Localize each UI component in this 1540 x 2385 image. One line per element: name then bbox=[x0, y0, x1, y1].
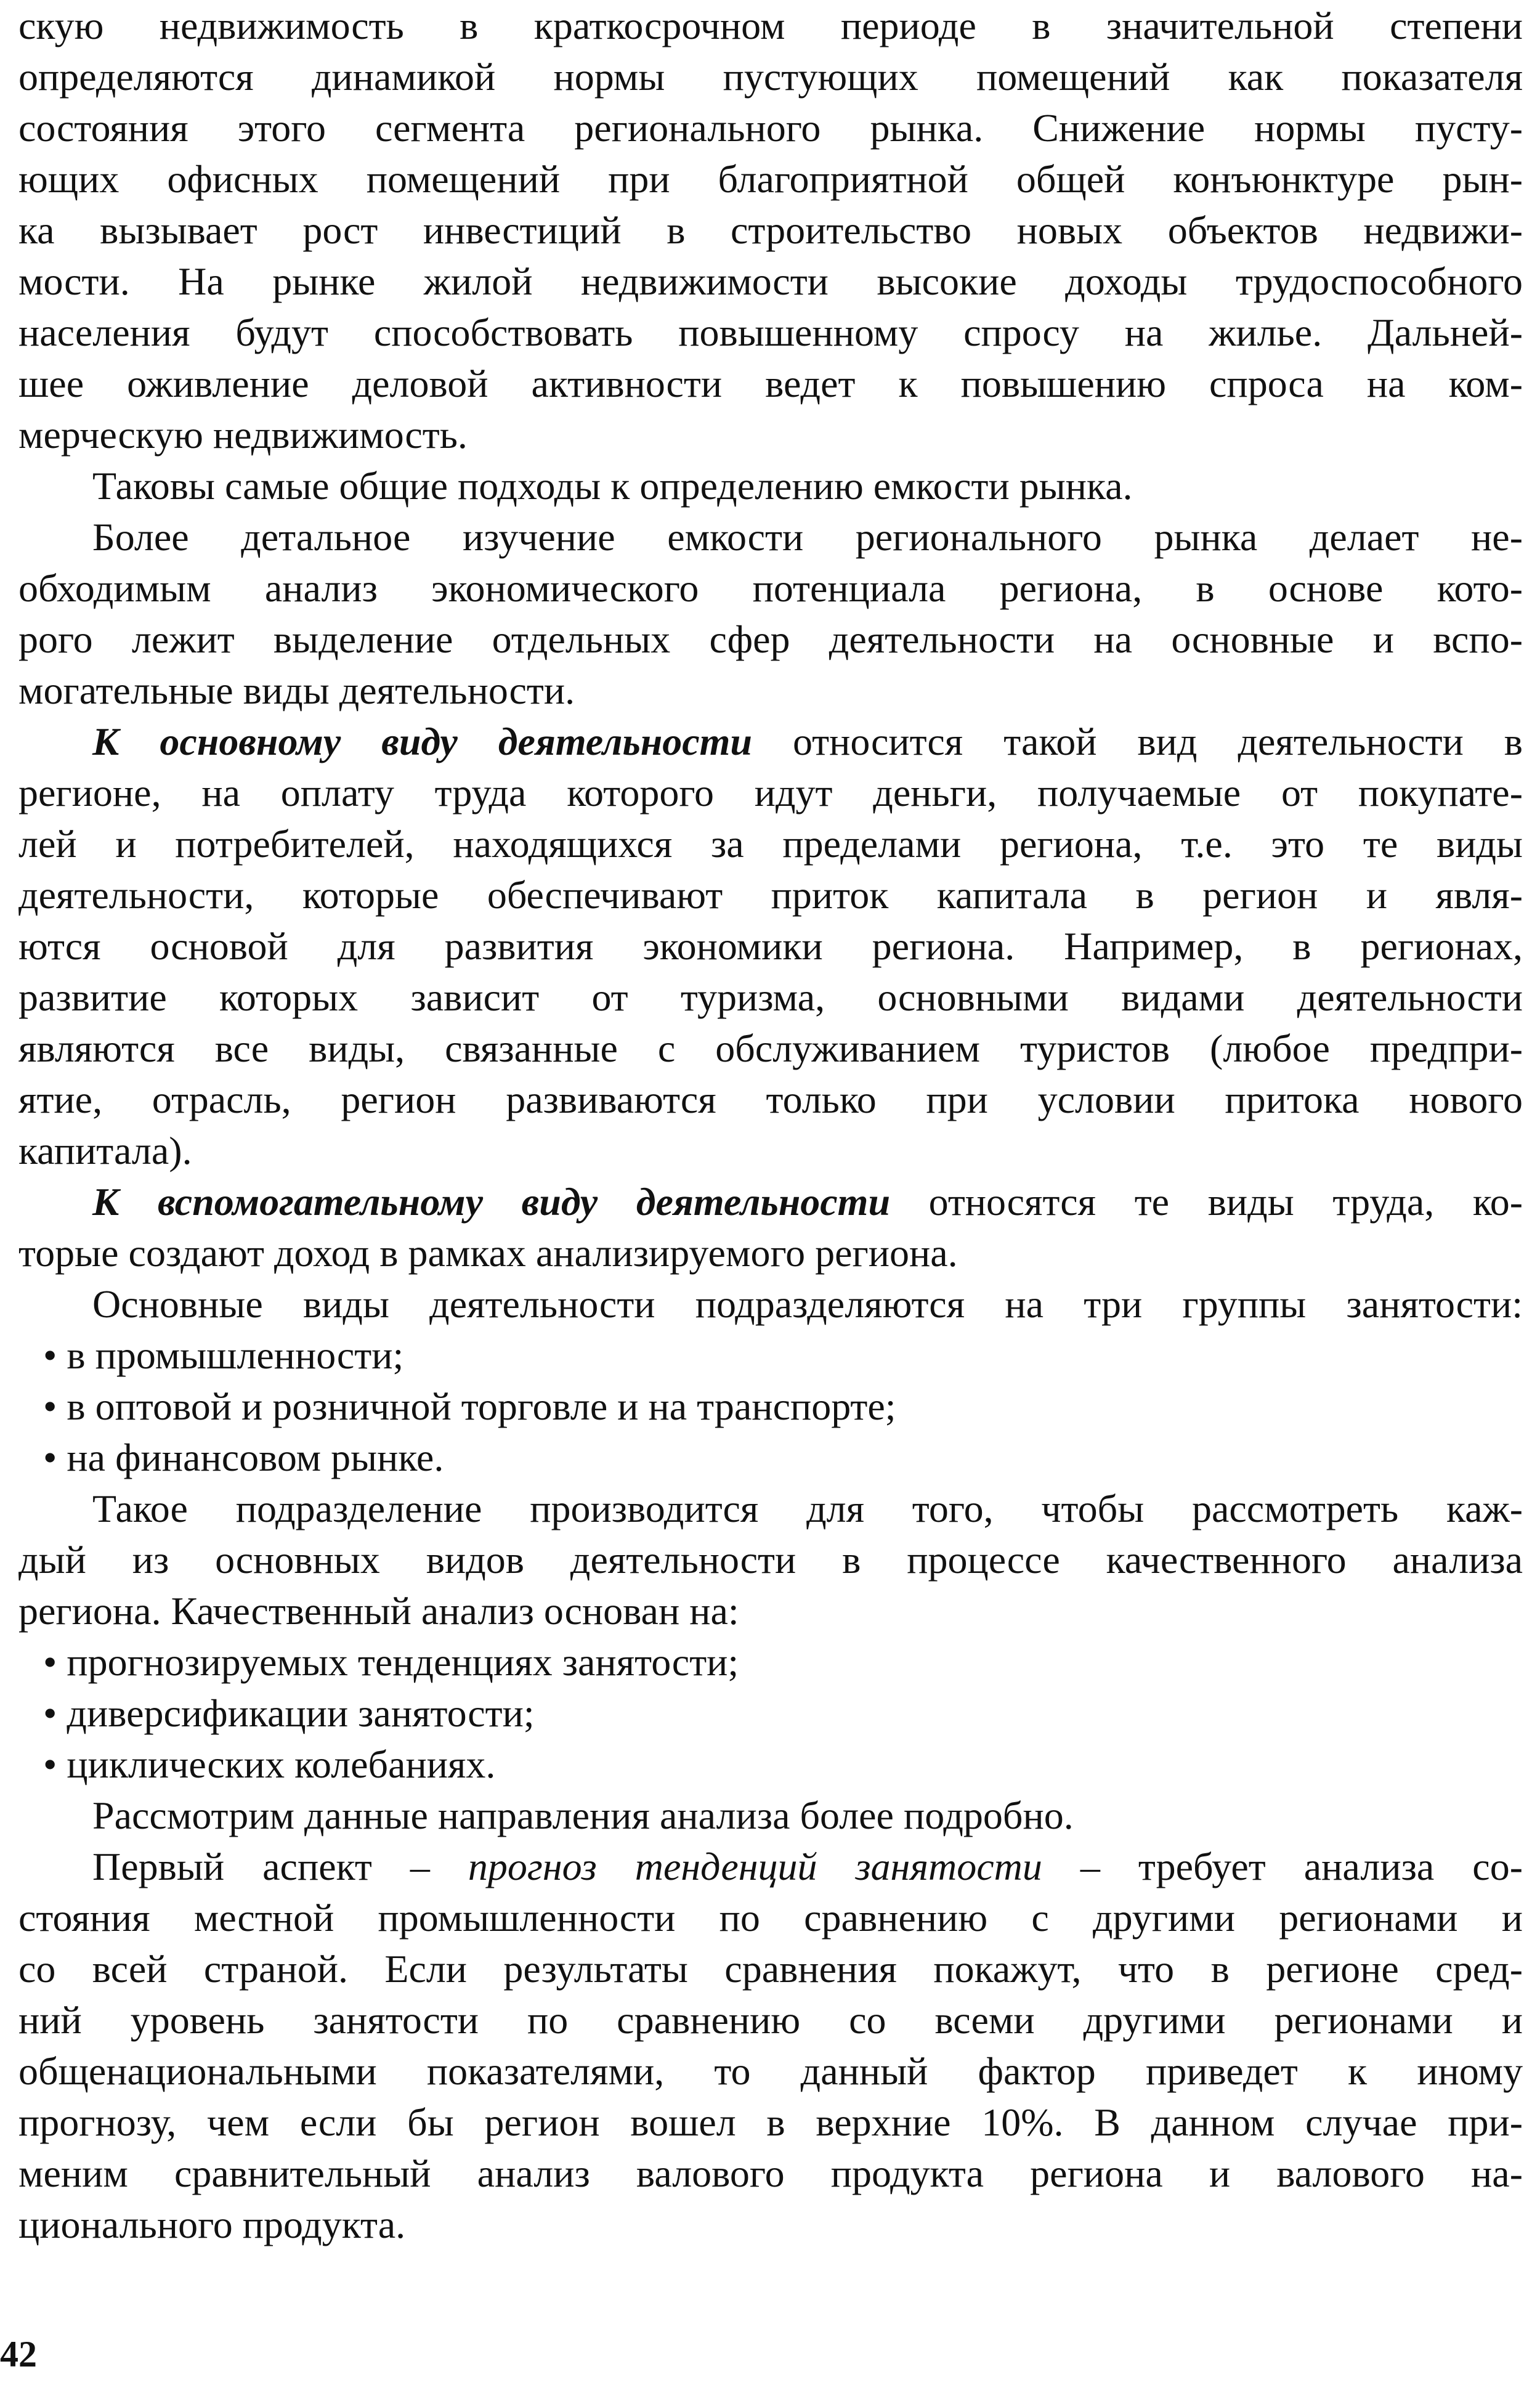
line-text: • циклических колебаниях. bbox=[43, 1742, 496, 1786]
line-text: ка вызывает рост инвестиций в строительство новых объектов недвижи- bbox=[18, 208, 1523, 252]
line-text: определяются динамикой нормы пустующих помещений как показателя bbox=[18, 55, 1523, 99]
line-text: общенациональными показателями, то данный фактор приведет к иному bbox=[18, 2049, 1523, 2093]
text-line bbox=[18, 102, 1523, 153]
text-line bbox=[18, 1330, 1523, 1381]
line-text: мости. На рынке жилой недвижимости высокие доходы трудоспособного bbox=[18, 259, 1523, 303]
text-line bbox=[18, 614, 1523, 665]
line-text: • прогнозируемых тенденциях занятости; bbox=[43, 1640, 739, 1684]
text-line bbox=[18, 1892, 1523, 1943]
line-text: могательные виды деятельности. bbox=[18, 668, 575, 712]
line-text: • диверсификации занятости; bbox=[43, 1691, 535, 1735]
line-text: деятельности, которые обеспечивают приток капитала в регион и явля- bbox=[18, 873, 1523, 917]
text-line bbox=[18, 1534, 1523, 1585]
line-text: относится такой вид деятельности в bbox=[752, 720, 1523, 763]
line-text: Такое подразделение производится для того, чтобы рассмотреть каж- bbox=[92, 1487, 1523, 1530]
line-text: ющих офисных помещений при благоприятной общей конъюнктуре рын- bbox=[18, 157, 1523, 201]
line-text: стояния местной промышленности по сравнению с другими регионами и bbox=[18, 1896, 1523, 1940]
text-line bbox=[18, 869, 1523, 920]
line-text: скую недвижимость в краткосрочном периоде в значительной степени bbox=[18, 4, 1523, 47]
line-text: являются все виды, связанные с обслуживанием туристов (любое предпри- bbox=[18, 1026, 1523, 1070]
line-text: прогнозу, чем если бы регион вошел в верхние 10%. В данном случае при- bbox=[18, 2100, 1523, 2144]
text-line bbox=[18, 563, 1523, 614]
text-line bbox=[18, 1381, 1523, 1432]
text-line bbox=[18, 460, 1523, 511]
line-text: торые создают доход в рамках анализируемого региона. bbox=[18, 1231, 958, 1275]
text-line bbox=[18, 2148, 1523, 2199]
text-line bbox=[18, 1636, 1523, 1688]
emphasized-term: К вспомогательному виду деятельности bbox=[92, 1180, 891, 1224]
text-line bbox=[18, 1841, 1523, 1892]
line-text: • в промышленности; bbox=[43, 1333, 404, 1377]
text-line bbox=[18, 51, 1523, 102]
text-line bbox=[18, 1176, 1523, 1227]
text-line bbox=[18, 1227, 1523, 1278]
line-text: капитала). bbox=[18, 1129, 192, 1172]
line-text: обходимым анализ экономического потенциала региона, в основе кото- bbox=[18, 566, 1523, 610]
line-text: Более детальное изучение емкости регионального рынка делает не- bbox=[92, 515, 1523, 559]
line-text: рого лежит выделение отдельных сфер деятельности на основные и вспо- bbox=[18, 617, 1523, 661]
line-text: со всей страной. Если результаты сравнения покажут, что в регионе сред- bbox=[18, 1947, 1523, 1991]
line-text: Рассмотрим данные направления анализа более подробно. bbox=[92, 1794, 1074, 1837]
text-line bbox=[18, 920, 1523, 972]
line-text: региона. Качественный анализ основан на: bbox=[18, 1589, 739, 1633]
line-text: • в оптовой и розничной торговле и на транспорте; bbox=[43, 1384, 896, 1428]
text-line bbox=[18, 256, 1523, 307]
text-line bbox=[18, 2097, 1523, 2148]
text-line bbox=[18, 409, 1523, 460]
text-line bbox=[18, 1278, 1523, 1330]
text-line bbox=[18, 1125, 1523, 1176]
line-text: – требует анализа со- bbox=[1042, 1845, 1523, 1888]
text-line bbox=[18, 2046, 1523, 2097]
page-number: 42 bbox=[0, 2334, 37, 2375]
text-line bbox=[18, 1074, 1523, 1125]
line-text: • на финансовом рынке. bbox=[43, 1436, 444, 1479]
text-line bbox=[18, 358, 1523, 409]
text-line bbox=[18, 1432, 1523, 1483]
text-line bbox=[18, 0, 1523, 51]
line-text: регионе, на оплату труда которого идут деньги, получаемые от покупате- bbox=[18, 771, 1523, 815]
line-text: ются основой для развития экономики региона. Например, в регионах, bbox=[18, 924, 1523, 968]
page-body-text bbox=[18, 0, 1523, 2250]
line-text: ятие, отрасль, регион развиваются только при условии притока нового bbox=[18, 1078, 1523, 1121]
text-line bbox=[18, 1994, 1523, 2046]
text-line bbox=[18, 716, 1523, 767]
line-text: развитие которых зависит от туризма, основными видами деятельности bbox=[18, 975, 1523, 1019]
text-line bbox=[18, 1943, 1523, 1994]
text-line bbox=[18, 1790, 1523, 1841]
text-line bbox=[18, 1739, 1523, 1790]
text-line bbox=[18, 205, 1523, 256]
line-text: состояния этого сегмента регионального рынка. Снижение нормы пусту- bbox=[18, 106, 1523, 150]
text-line bbox=[18, 153, 1523, 205]
line-text: шее оживление деловой активности ведет к повышению спроса на ком- bbox=[18, 362, 1523, 405]
line-text: дый из основных видов деятельности в процессе качественного анализа bbox=[18, 1538, 1523, 1582]
text-line bbox=[18, 1023, 1523, 1074]
italic-term: прогноз тенденций занятости bbox=[468, 1845, 1042, 1888]
line-text: Таковы самые общие подходы к определению емкости рынка. bbox=[92, 464, 1133, 508]
line-text: мерческую недвижимость. bbox=[18, 413, 468, 457]
text-line bbox=[18, 1585, 1523, 1636]
line-text: ний уровень занятости по сравнению со всеми другими регионами и bbox=[18, 1998, 1523, 2042]
text-line bbox=[18, 2199, 1523, 2250]
line-prefix: Первый аспект – bbox=[92, 1845, 468, 1888]
emphasized-term: К основному виду деятельности bbox=[92, 720, 753, 763]
line-text: Основные виды деятельности подразделяются на три группы занятости: bbox=[92, 1282, 1523, 1326]
line-text: относятся те виды труда, ко- bbox=[890, 1180, 1523, 1224]
line-text: ционального продукта. bbox=[18, 2203, 406, 2246]
text-line bbox=[18, 818, 1523, 869]
text-line bbox=[18, 767, 1523, 818]
line-text: населения будут способствовать повышенному спросу на жилье. Дальней- bbox=[18, 311, 1523, 354]
text-line bbox=[18, 1688, 1523, 1739]
text-line bbox=[18, 511, 1523, 563]
text-line bbox=[18, 307, 1523, 358]
text-line bbox=[18, 665, 1523, 716]
text-line bbox=[18, 972, 1523, 1023]
line-text: лей и потребителей, находящихся за пределами региона, т.е. это те виды bbox=[18, 822, 1523, 866]
line-text: меним сравнительный анализ валового продукта региона и валового на- bbox=[18, 2151, 1523, 2195]
text-line bbox=[18, 1483, 1523, 1534]
